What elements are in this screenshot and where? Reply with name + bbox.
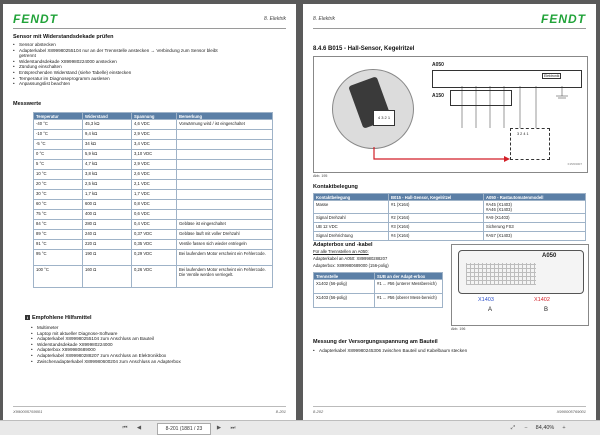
list-item: • Widerstandsdekade X899980224000 [31,342,271,348]
connector: 4 3 2 1 [373,110,395,126]
table-cell: 10 °C [34,170,83,180]
table-cell: 3,10 VDC [132,150,177,160]
last-page-button[interactable]: ⏭ [230,425,236,431]
table-row [34,170,273,180]
list-item: • Adapterkabel X899980245306 zwischen Bauteil und Kabelbaum stecken [313,348,583,354]
list-item: • Sensor abstecken [13,42,218,48]
table-cell: 0,4 VDC [132,220,177,230]
contact-table [313,193,586,241]
table-cell: 1,7 kΩ [83,190,132,200]
table-header: Bemerkung [177,113,273,120]
sensor-figure [313,56,588,173]
table-cell: 4,7 kΩ [83,160,132,170]
zoom-out-button[interactable]: − [524,425,528,431]
page-header [313,12,586,29]
table-cell: 0,37 VDC [132,230,177,240]
list-item: • Zwischenadapterkabel X899980600204 zum Anschluss an Adapterbox [31,359,271,365]
table-cell [177,190,273,200]
table-cell: 160 Ω [83,266,132,288]
table-cell: 1,7 VDC [132,190,177,200]
list-item: • Multimeter [31,325,271,331]
document-page-right [303,4,596,421]
table-cell [177,180,273,190]
table-cell: 100 °C [34,266,83,288]
brand-logo: FENDT [13,12,58,26]
table-header: Spannung [132,113,177,120]
table-row [34,250,273,266]
a150-label: A150 [432,93,444,99]
info-icon: i [26,315,29,320]
first-page-button[interactable]: ⏮ [122,425,128,431]
tools-list [31,325,271,364]
box-label: A050 [542,253,557,259]
table-header: Trennstelle [314,273,375,280]
table-row [34,220,273,230]
zoom-in-button[interactable]: + [562,425,566,431]
page-footer [313,406,586,415]
table-cell: 2,1 VDC [132,180,177,190]
fit-page-button[interactable]: ⤢ [510,425,516,431]
table-cell [177,170,273,180]
table-cell: 400 Ω [83,210,132,220]
table-cell: #1 ... #56 (unterer Messbereich) [375,280,443,294]
table-cell: X1403 (56-polig) [314,294,375,308]
table-cell: 9,4 kΩ [83,130,132,140]
table-cell: Bei laufendem Motor erscheint ein Fehlercode. Die Ventile werden verriegelt. [177,266,273,288]
table-header: A050 - Rastautomatenmodell [484,194,586,201]
pin-numbers: 3 2 4 1 [517,132,529,136]
table-cell: #A45 (X1403) #A46 (X1403) [484,201,586,214]
connector-box [510,128,550,160]
list-item: • Temperatur im Diagnoseprogramm auslesen [13,76,218,82]
table-cell: 2,9 VDC [132,130,177,140]
table-row [34,200,273,210]
table-cell: X1402 (56-polig) [314,280,375,294]
table-cell: #A57 (X1403) [484,232,586,241]
table-cell: 45,3 kΩ [83,120,132,130]
table-row [314,232,586,241]
table-cell: 0,6 VDC [132,210,177,220]
table-cell: 5,9 kΩ [83,150,132,160]
table-cell: Sicherung FS3 [484,223,586,232]
table-cell: Gebläse läuft mit voller Drehzahl [177,230,273,240]
table-row [34,140,273,150]
table-cell: 3,8 kΩ [83,170,132,180]
section-label: 8. Elektrik [264,16,286,22]
figure-code: F15/03007 [567,162,582,166]
list-item: • Anpassungslist beachten [13,81,218,87]
voltage-title: Messung der Versorgungsspannung am Bauteil [313,339,438,345]
table-cell [177,150,273,160]
table-header: Widerstand [83,113,132,120]
table-cell [177,130,273,140]
figure-caption: Abb. 195 [313,174,328,178]
table-cell: #1 ... #56 (oberer Mess-bereich) [375,294,443,308]
kontakt-title: Kontaktbelegung [313,184,358,190]
table-header: SUB an der Adapt-erbox [375,273,443,280]
table-cell: 4,6 VDC [132,120,177,130]
table-row [34,160,273,170]
table-cell: 0,26 VDC [132,266,177,288]
table-cell [177,210,273,220]
table-cell: 0,8 VDC [132,200,177,210]
table-row [314,223,586,232]
document-page-left [3,4,296,421]
table-cell: #4 (X164) [389,232,484,241]
table-row [34,240,273,250]
section-title: 8.4.6 B015 - Hall-Sensor, Kegelritzel [313,46,415,52]
table-row [34,230,273,240]
b-label: B [544,307,549,313]
list-item: • Adapterbox X899980689000 [31,347,271,353]
table-cell: 3,4 VDC [132,140,177,150]
page-number: 8-201 [275,409,286,414]
electronics-label: Elektronik [544,74,560,78]
table-cell: #A9 (X1403) [484,214,586,223]
table-cell: 220 Ω [83,240,132,250]
table-row [34,210,273,220]
adapter-table [313,272,443,308]
table-cell: 2,5 kΩ [83,180,132,190]
table-cell: -40 °C [34,120,83,130]
schematic [432,62,584,166]
table-row [34,130,273,140]
a050-label: A050 [432,62,444,68]
list-item: • Entsprechenden Widerstand (siehe Tabelle) einstecken [13,70,218,76]
figure-caption: Abb. 196 [451,327,466,331]
list-item: • Widerstandsdekade X899980224000 anstecken [13,59,218,65]
table-cell: -5 °C [34,140,83,150]
list-item: • Adapterkabel X899980255104 nur an der Trennstelle anstecken → Verbindung zum Sensor bleibt getrennt [13,48,218,59]
table-cell: Ventile fassen sich wieder entriegeln [177,240,273,250]
list-item: • Laptop mit aktueller Diagnose-Software [31,331,271,337]
table-cell: Gebläse ist eingeschaltet [177,220,273,230]
measurement-table [33,112,273,288]
adapter-line: Adapterkabel an A050: X899980288207 [313,256,388,261]
table-cell: 91 °C [34,240,83,250]
doc-number: X990005769001 [13,409,43,414]
table-cell: 20 °C [34,180,83,190]
adapter-title: Adapterbox und -kabel [313,242,373,248]
table-cell: Vorwärmung wird / ist eingeschaltet [177,120,273,130]
table-header: Temperatur [34,113,83,120]
table-cell: 95 °C [34,250,83,266]
step-list [13,42,218,87]
table-cell: 600 Ω [83,200,132,210]
table-row [34,180,273,190]
table-cell [177,200,273,210]
table-cell: 240 Ω [83,230,132,240]
table-cell: #2 (X164) [389,214,484,223]
table-cell: 0,35 VDC [132,240,177,250]
table-cell: 5 °C [34,160,83,170]
adapter-subtitle: Für alle Trennstellen an A050: [313,249,369,254]
next-page-button[interactable]: ▶ [216,425,222,431]
table-row [314,214,586,223]
table-cell: 2,6 VDC [132,170,177,180]
section-label: 8. Elektrik [313,16,335,22]
table-cell: 84 °C [34,220,83,230]
section-title: Sensor mit Widerstandsdekade prüfen [13,34,114,40]
table-row [34,150,273,160]
table-cell: 2,9 VDC [132,160,177,170]
table-cell [177,160,273,170]
table-cell: 34 kΩ [83,140,132,150]
table-row [34,120,273,130]
zoom-level[interactable]: 84,40% [535,425,555,431]
table-cell: 0 °C [34,150,83,160]
table-cell: Signal Drehzahl [314,214,389,223]
table-header: B015 - Hall-Sensor, Kegelritzel [389,194,484,201]
voltage-list [313,348,583,354]
table-cell: 75 °C [34,210,83,220]
list-item: • Adapterkabel X899980288207 zum Anschluss an Elektronikbox [31,353,271,359]
page-number: 8-202 [313,409,324,414]
table-cell: 190 Ω [83,250,132,266]
prev-page-button[interactable]: ◀ [136,425,142,431]
messwerte-title: Messwerte [13,101,42,107]
viewer-toolbar [0,420,600,435]
table-row [34,266,273,288]
x1402-label: X1402 [534,297,550,303]
wiring [432,62,584,166]
table-cell: UB 12 VDC [314,223,389,232]
connector-figure [451,244,589,326]
page-header [13,12,286,29]
brand-logo: FENDT [541,12,586,26]
table-header: Kontaktbelegung [314,194,389,201]
table-cell: #3 (X164) [389,223,484,232]
table-row [34,190,273,200]
table-cell [177,140,273,150]
page-footer [13,406,286,415]
table-cell: 89 °C [34,230,83,240]
list-item: • Adapterkabel X899980255104 zum Anschluss am Bauteil [31,336,271,342]
doc-number: X990005769001 [556,409,586,414]
table-cell: -10 °C [34,130,83,140]
adapter-line: Adapterbox: X899980689000 (156-polig) [313,263,389,268]
table-cell: 280 Ω [83,220,132,230]
tools-title: i Empfohlene Hilfsmittel [26,315,92,321]
list-item: • Zündung einschalten [13,64,218,70]
table-cell: 60 °C [34,200,83,210]
table-cell: 30 °C [34,190,83,200]
table-cell: #1 (X164) [389,201,484,214]
table-cell: Signal Drehrichtung [314,232,389,241]
pin-grid [466,263,536,285]
table-cell: 0,29 VDC [132,250,177,266]
x1403-label: X1403 [478,297,494,303]
a-label: A [488,307,493,313]
page-indicator-input[interactable]: 8-201 (1881 / 23 [157,423,211,435]
table-cell: Masse [314,201,389,214]
table-cell: Bei laufendem Motor erscheint ein Fehlercode. [177,250,273,266]
table-row [314,201,586,214]
